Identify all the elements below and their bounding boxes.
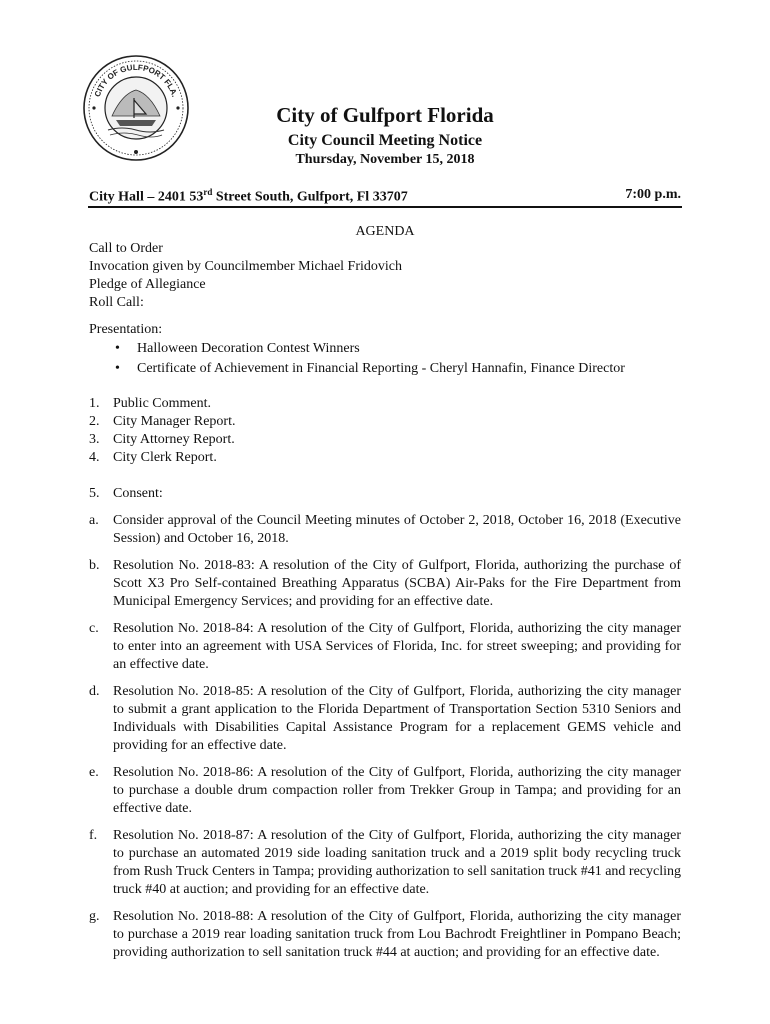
meeting-time: 7:00 p.m. <box>625 187 681 202</box>
consent-item: a. Consider approval of the Council Meeting minutes of October 2, 2018, October 16, 2018 (Executive Session) and October 16, 2018. <box>89 513 681 546</box>
seal-text: CITY OF GULFPORT FLA. <box>92 62 180 99</box>
consent-heading: 5. Consent: <box>89 486 163 501</box>
opening-item: Call to Order <box>89 241 163 256</box>
agenda-heading: AGENDA <box>355 224 415 239</box>
list-item: 3. City Attorney Report. <box>89 432 235 447</box>
consent-item: e. Resolution No. 2018-86: A resolution of the City of Gulfport, Florida, authorizing the city manager to purchase a double drum compaction roller from Trekker Group in Tampa; and providing for an effective date. <box>89 765 681 816</box>
opening-items <box>89 240 681 312</box>
presentation-item: • Halloween Decoration Contest Winners <box>89 340 681 358</box>
meeting-date: Thursday, November 15, 2018 <box>295 152 475 167</box>
notice-subtitle: City Council Meeting Notice <box>287 132 483 149</box>
consent-item: d. Resolution No. 2018-85: A resolution of the City of Gulfport, Florida, authorizing the city manager to submit a grant application to the Florida Department of Transportation Section 5310 Seniors and Individuals with Disabilities Capital Assistance Program for a replacement GEMS vehicle and providing for an effective date. <box>89 684 681 753</box>
list-item: 2. City Manager Report. <box>89 414 236 429</box>
presentation-section <box>89 321 681 378</box>
consent-item: g. Resolution No. 2018-88: A resolution of the City of Gulfport, Florida, authorizing the city manager to purchase a 2019 rear loading sanitation truck from Lou Bachrodt Freightliner in Pompano Beach; providing authorization to sell sanitation truck #44 at auction; and providing for an effective date. <box>89 909 681 960</box>
address-row <box>89 187 681 206</box>
consent-item: f. Resolution No. 2018-87: A resolution of the City of Gulfport, Florida, authorizing the city manager to purchase an automated 2019 side loading sanitation truck and a 2019 split body recycling truck from Rush Truck Centers in Tampa; providing authorization to sell sanitation truck #41 and recycling truck #40 at auction; and providing for an effective date. <box>89 828 681 897</box>
opening-item: Roll Call: <box>89 295 144 310</box>
list-item: 1. Public Comment. <box>89 396 211 411</box>
consent-items <box>89 512 681 971</box>
presentation-item: • Certificate of Achievement in Financial Reporting - Cheryl Hannafin, Finance Director <box>89 360 681 378</box>
page-title: City of Gulfport Florida <box>276 103 494 127</box>
opening-item: Pledge of Allegiance <box>89 277 206 292</box>
header-divider <box>88 206 682 208</box>
presentation-label: Presentation: <box>89 322 163 337</box>
consent-item: b. Resolution No. 2018-83: A resolution of the City of Gulfport, Florida, authorizing the purchase of Scott X3 Pro Self-contained Breathing Apparatus (SCBA) Air-Paks for the Fire Department from Municipal Emergency Services; and providing for an effective date. <box>89 558 681 609</box>
list-item: 4. City Clerk Report. <box>89 450 217 465</box>
opening-item: Invocation given by Councilmember Michael Fridovich <box>89 259 402 274</box>
consent-item: c. Resolution No. 2018-84: A resolution of the City of Gulfport, Florida, authorizing the city manager to enter into an agreement with USA Services of Florida, Inc. for street sweeping; and providing for an effective date. <box>89 621 681 672</box>
meeting-address: City Hall – 2401 53rd Street South, Gulfport, Fl 33707 <box>89 187 408 205</box>
numbered-list <box>89 395 681 467</box>
